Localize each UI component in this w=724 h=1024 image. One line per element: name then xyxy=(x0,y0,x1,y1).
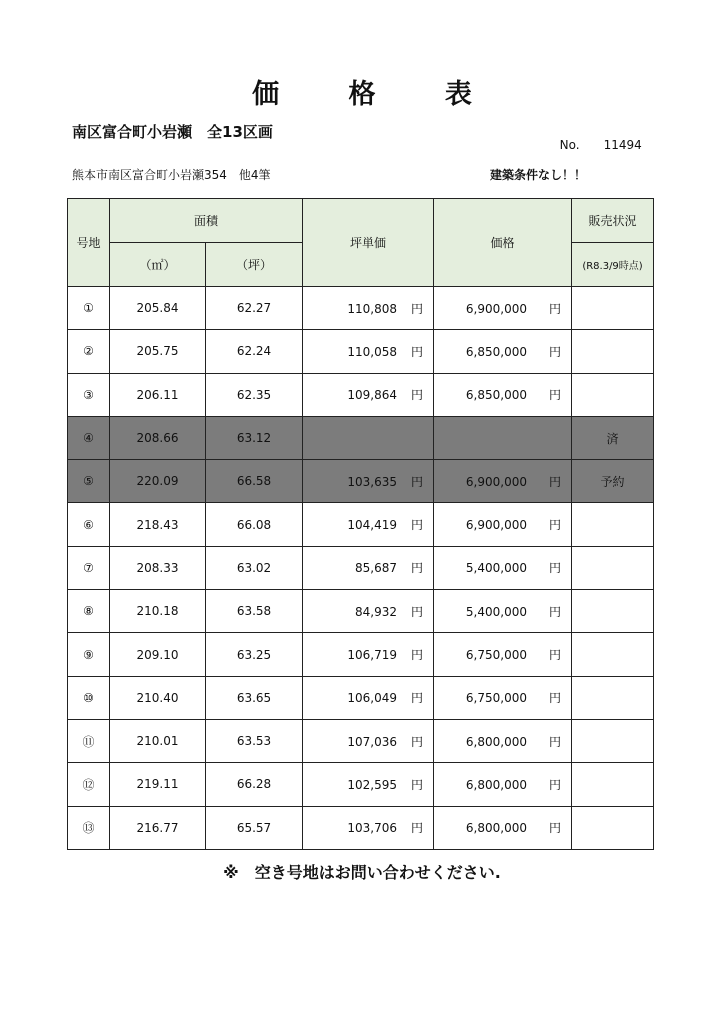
yen-unit: 円 xyxy=(411,604,424,619)
status-cell xyxy=(572,287,654,330)
price-cell xyxy=(434,676,572,719)
status-cell xyxy=(572,330,654,373)
yen-unit: 円 xyxy=(549,474,562,489)
header-unit-price: 坪単価 xyxy=(303,199,434,287)
price-cell xyxy=(434,460,572,503)
lot-number-cell: ⑩ xyxy=(68,676,110,719)
yen-unit: 円 xyxy=(411,344,424,359)
yen-unit: 円 xyxy=(549,691,562,706)
unit-price-value: 103,635 xyxy=(347,474,397,489)
price-cell xyxy=(434,633,572,676)
yen-unit: 円 xyxy=(549,388,562,403)
table-row xyxy=(68,633,654,676)
lot-number-cell: ⑬ xyxy=(68,806,110,849)
price-table xyxy=(67,198,654,850)
header-lot: 号地 xyxy=(68,199,110,287)
yen-unit: 円 xyxy=(411,777,424,792)
area-sqm-cell: 220.09 xyxy=(110,460,206,503)
yen-unit: 円 xyxy=(411,518,424,533)
area-sqm-cell: 210.40 xyxy=(110,676,206,719)
area-tsubo-cell: 66.28 xyxy=(206,763,303,806)
yen-unit: 円 xyxy=(549,734,562,749)
price-cell xyxy=(434,373,572,416)
unit-price-cell xyxy=(303,330,434,373)
area-sqm-cell: 219.11 xyxy=(110,763,206,806)
table-row xyxy=(68,287,654,330)
lot-number-cell: ⑥ xyxy=(68,503,110,546)
price-value: 6,850,000 xyxy=(465,388,527,403)
unit-price-value: 84,932 xyxy=(355,604,397,619)
area-tsubo-cell: 62.27 xyxy=(206,287,303,330)
unit-price-value: 106,049 xyxy=(347,691,397,706)
status-cell xyxy=(572,719,654,762)
header-status-date: (R8.3/9時点) xyxy=(572,243,654,287)
footer-note: ※ 空き号地はお問い合わせください. xyxy=(223,863,501,882)
unit-price-cell xyxy=(303,763,434,806)
document-number xyxy=(552,124,642,152)
area-sqm-cell: 208.66 xyxy=(110,416,206,459)
unit-price-value: 109,864 xyxy=(347,388,397,403)
lot-number-cell: ⑤ xyxy=(68,460,110,503)
yen-unit: 円 xyxy=(549,648,562,663)
document-number-value: 11494 xyxy=(603,138,642,152)
area-sqm-cell: 209.10 xyxy=(110,633,206,676)
unit-price-cell xyxy=(303,416,434,459)
lot-number-cell: ⑧ xyxy=(68,590,110,633)
price-cell xyxy=(434,330,572,373)
table-row xyxy=(68,676,654,719)
area-sqm-cell: 205.84 xyxy=(110,287,206,330)
document-number-label: No. xyxy=(559,138,580,152)
status-cell xyxy=(572,590,654,633)
lot-number-cell: ⑦ xyxy=(68,546,110,589)
area-tsubo-cell: 66.08 xyxy=(206,503,303,546)
lot-number-cell: ③ xyxy=(68,373,110,416)
status-cell xyxy=(572,806,654,849)
lot-number-cell: ④ xyxy=(68,416,110,459)
header-price: 価格 xyxy=(434,199,572,287)
lot-number-cell: ⑨ xyxy=(68,633,110,676)
building-condition-note: 建築条件なし！！ xyxy=(490,168,587,182)
yen-unit: 円 xyxy=(411,821,424,836)
unit-price-cell xyxy=(303,546,434,589)
yen-unit: 円 xyxy=(549,821,562,836)
area-sqm-cell: 210.18 xyxy=(110,590,206,633)
status-cell xyxy=(572,503,654,546)
price-cell xyxy=(434,719,572,762)
price-value: 6,850,000 xyxy=(465,344,527,359)
yen-unit: 円 xyxy=(411,648,424,663)
price-cell xyxy=(434,546,572,589)
area-tsubo-cell: 62.35 xyxy=(206,373,303,416)
area-sqm-cell: 205.75 xyxy=(110,330,206,373)
unit-price-cell xyxy=(303,460,434,503)
area-tsubo-cell: 62.24 xyxy=(206,330,303,373)
price-value: 5,400,000 xyxy=(465,561,527,576)
unit-price-value: 103,706 xyxy=(347,821,397,836)
price-cell xyxy=(434,287,572,330)
area-tsubo-cell: 65.57 xyxy=(206,806,303,849)
area-sqm-cell: 208.33 xyxy=(110,546,206,589)
table-row xyxy=(68,373,654,416)
lot-number-cell: ⑫ xyxy=(68,763,110,806)
area-sqm-cell: 206.11 xyxy=(110,373,206,416)
unit-price-cell xyxy=(303,806,434,849)
area-tsubo-cell: 66.58 xyxy=(206,460,303,503)
lot-number-cell: ② xyxy=(68,330,110,373)
status-cell: 予約 xyxy=(572,460,654,503)
header-area-tsubo: （坪） xyxy=(206,243,303,287)
unit-price-cell xyxy=(303,503,434,546)
yen-unit: 円 xyxy=(411,474,424,489)
price-cell xyxy=(434,763,572,806)
unit-price-value: 107,036 xyxy=(347,734,397,749)
yen-unit: 円 xyxy=(411,561,424,576)
table-row xyxy=(68,546,654,589)
property-address: 熊本市南区富合町小岩瀬354 他4筆 xyxy=(72,168,271,182)
area-tsubo-cell: 63.65 xyxy=(206,676,303,719)
price-cell xyxy=(434,416,572,459)
status-cell xyxy=(572,633,654,676)
table-row xyxy=(68,330,654,373)
price-cell xyxy=(434,503,572,546)
header-area: 面積 xyxy=(110,199,303,243)
table-row xyxy=(68,763,654,806)
page-title: 価 格 表 xyxy=(252,79,502,110)
unit-price-cell xyxy=(303,633,434,676)
table-row xyxy=(68,416,654,459)
price-value: 6,750,000 xyxy=(465,648,527,663)
status-cell: 済 xyxy=(572,416,654,459)
unit-price-cell xyxy=(303,719,434,762)
area-tsubo-cell: 63.58 xyxy=(206,590,303,633)
unit-price-cell xyxy=(303,287,434,330)
status-cell xyxy=(572,763,654,806)
unit-price-value: 104,419 xyxy=(347,518,397,533)
table-row xyxy=(68,460,654,503)
price-value: 6,750,000 xyxy=(465,691,527,706)
price-value: 6,900,000 xyxy=(465,301,527,316)
property-subtitle: 南区富合町小岩瀬 全13区画 xyxy=(72,123,273,141)
status-cell xyxy=(572,546,654,589)
price-value: 6,800,000 xyxy=(465,777,527,792)
yen-unit: 円 xyxy=(411,691,424,706)
price-value: 6,800,000 xyxy=(465,734,527,749)
price-cell xyxy=(434,590,572,633)
yen-unit: 円 xyxy=(549,518,562,533)
unit-price-value: 85,687 xyxy=(355,561,397,576)
yen-unit: 円 xyxy=(411,301,424,316)
price-value: 6,800,000 xyxy=(465,821,527,836)
area-tsubo-cell: 63.53 xyxy=(206,719,303,762)
area-tsubo-cell: 63.12 xyxy=(206,416,303,459)
area-sqm-cell: 210.01 xyxy=(110,719,206,762)
yen-unit: 円 xyxy=(549,604,562,619)
yen-unit: 円 xyxy=(549,561,562,576)
unit-price-value: 110,058 xyxy=(347,344,397,359)
unit-price-value: 102,595 xyxy=(347,777,397,792)
table-row xyxy=(68,503,654,546)
header-area-sqm: （㎡） xyxy=(110,243,206,287)
table-row xyxy=(68,590,654,633)
header-status: 販売状況 xyxy=(572,199,654,243)
yen-unit: 円 xyxy=(549,301,562,316)
price-table-body xyxy=(68,287,654,850)
status-cell xyxy=(572,676,654,719)
price-value: 6,900,000 xyxy=(465,518,527,533)
price-value: 6,900,000 xyxy=(465,474,527,489)
yen-unit: 円 xyxy=(549,344,562,359)
unit-price-cell xyxy=(303,590,434,633)
area-tsubo-cell: 63.02 xyxy=(206,546,303,589)
yen-unit: 円 xyxy=(411,388,424,403)
yen-unit: 円 xyxy=(411,734,424,749)
price-value: 5,400,000 xyxy=(465,604,527,619)
unit-price-value: 110,808 xyxy=(347,301,397,316)
table-row xyxy=(68,719,654,762)
area-tsubo-cell: 63.25 xyxy=(206,633,303,676)
table-row xyxy=(68,806,654,849)
price-cell xyxy=(434,806,572,849)
area-sqm-cell: 218.43 xyxy=(110,503,206,546)
status-cell xyxy=(572,373,654,416)
unit-price-value: 106,719 xyxy=(347,648,397,663)
area-sqm-cell: 216.77 xyxy=(110,806,206,849)
yen-unit: 円 xyxy=(549,777,562,792)
unit-price-cell xyxy=(303,373,434,416)
unit-price-cell xyxy=(303,676,434,719)
lot-number-cell: ① xyxy=(68,287,110,330)
lot-number-cell: ⑪ xyxy=(68,719,110,762)
